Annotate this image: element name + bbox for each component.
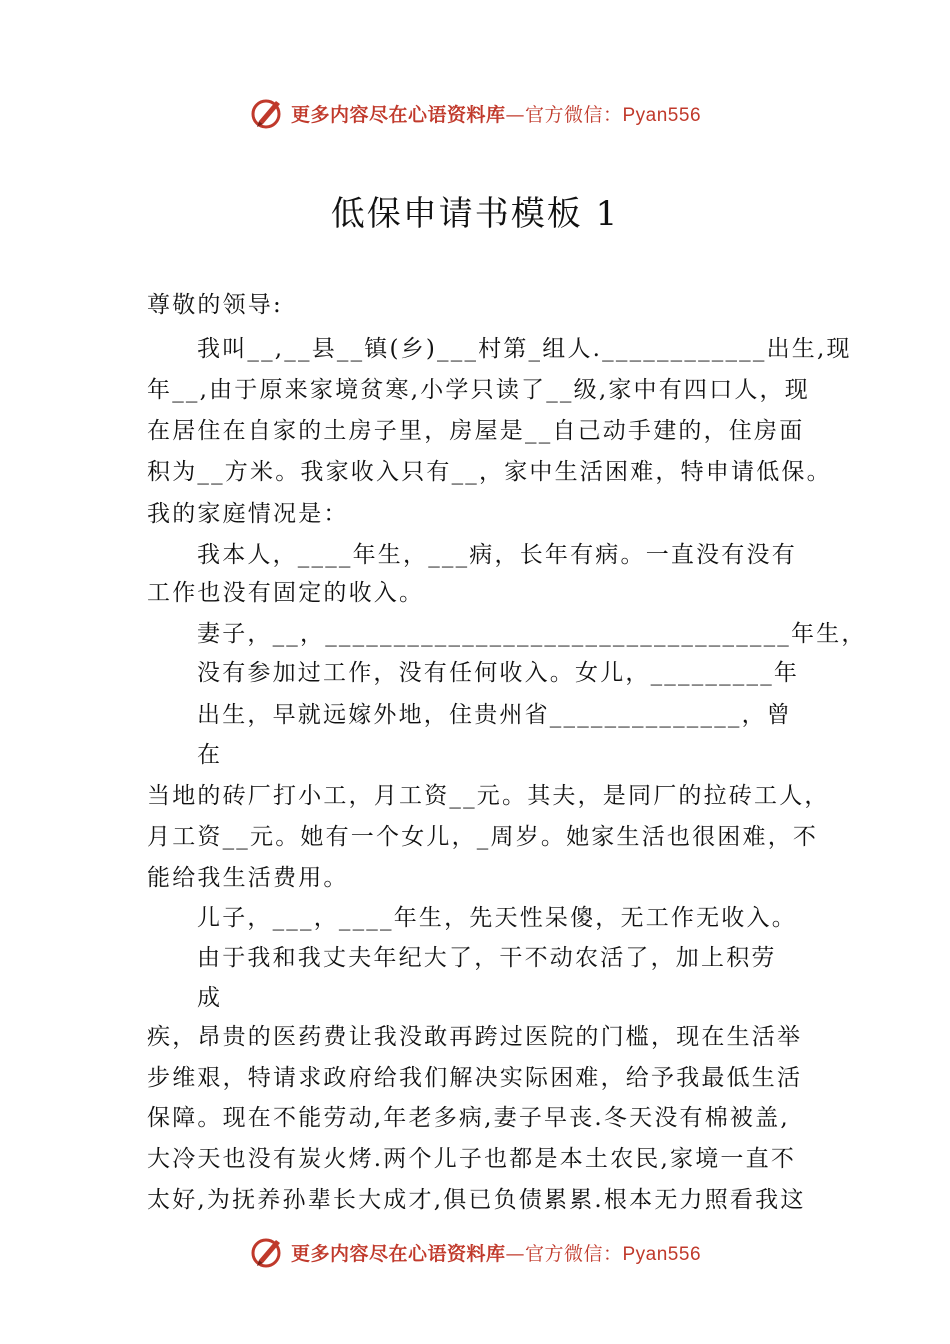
footer-banner <box>0 1232 950 1272</box>
body-line: 由于我和我丈夫年纪大了，干不动农活了，加上积劳 <box>197 945 777 971</box>
body-line: 出生，早就远嫁外地，住贵州省______________，曾 <box>197 702 792 728</box>
banner-site-name: 更多内容尽在心语资料库 <box>290 1242 506 1265</box>
body-line: 我叫__,__县__镇(乡)___村第_组人.____________出生,现 <box>197 336 852 362</box>
banner-content <box>291 1239 701 1266</box>
body-line: 妻子，__，__________________________________年生， <box>197 621 867 647</box>
body-line: 成 <box>197 985 223 1011</box>
body-line: 儿子，___，____年生，先天性呆傻，无工作无收入。 <box>197 905 797 931</box>
banner-wechat-id: Pyan556 <box>622 104 702 126</box>
body-line: 年__,由于原来家境贫寒,小学只读了__级,家中有四口人，现 <box>147 377 810 403</box>
salutation: 尊敬的领导: <box>147 292 283 318</box>
body-line: 没有参加过工作，没有任何收入。女儿，_________年 <box>197 660 800 686</box>
body-line: 我的家庭情况是： <box>147 501 349 527</box>
body-line: 工作也没有固定的收入。 <box>147 580 425 606</box>
body-line: 积为__方米。我家收入只有__，家中生活困难，特申请低保。 <box>147 459 832 485</box>
body-line: 在 <box>197 742 223 768</box>
body-line: 月工资__元。她有一个女儿，_周岁。她家生活也很困难，不 <box>147 824 819 850</box>
body-line: 步维艰，特请求政府给我们解决实际困难，给予我最低生活 <box>147 1065 803 1091</box>
body-line: 能给我生活费用。 <box>147 865 349 891</box>
body-line: 疾，昂贵的医药费让我没敢再跨过医院的门槛，现在生活举 <box>147 1024 803 1050</box>
pen-logo-icon <box>249 95 285 131</box>
banner-content <box>291 100 701 127</box>
body-line: 太好,为抚养孙辈长大成才,俱已负债累累.根本无力照看我这 <box>147 1187 806 1213</box>
pen-logo-icon <box>249 1234 285 1270</box>
document-title: 低保申请书模板 1 <box>330 194 620 234</box>
banner-dash: — <box>505 1242 525 1265</box>
body-line: 在居住在自家的土房子里，房屋是__自己动手建的，住房面 <box>147 418 805 444</box>
body-line: 大冷天也没有炭火烤.两个儿子也都是本土农民,家境一直不 <box>147 1146 797 1172</box>
body-line: 保障。现在不能劳动,年老多病,妻子早丧.冬天没有棉被盖, <box>147 1105 790 1131</box>
banner-wechat-label: 官方微信： <box>524 1242 623 1265</box>
body-line: 我本人，____年生，___病，长年有病。一直没有没有 <box>197 542 797 568</box>
body-line: 当地的砖厂打小工，月工资__元。其夫，是同厂的拉砖工人， <box>147 783 830 809</box>
header-banner <box>0 93 950 133</box>
banner-dash: — <box>505 103 525 126</box>
banner-wechat-label: 官方微信： <box>524 103 623 126</box>
banner-wechat-id: Pyan556 <box>622 1243 702 1265</box>
banner-site-name: 更多内容尽在心语资料库 <box>290 103 506 126</box>
